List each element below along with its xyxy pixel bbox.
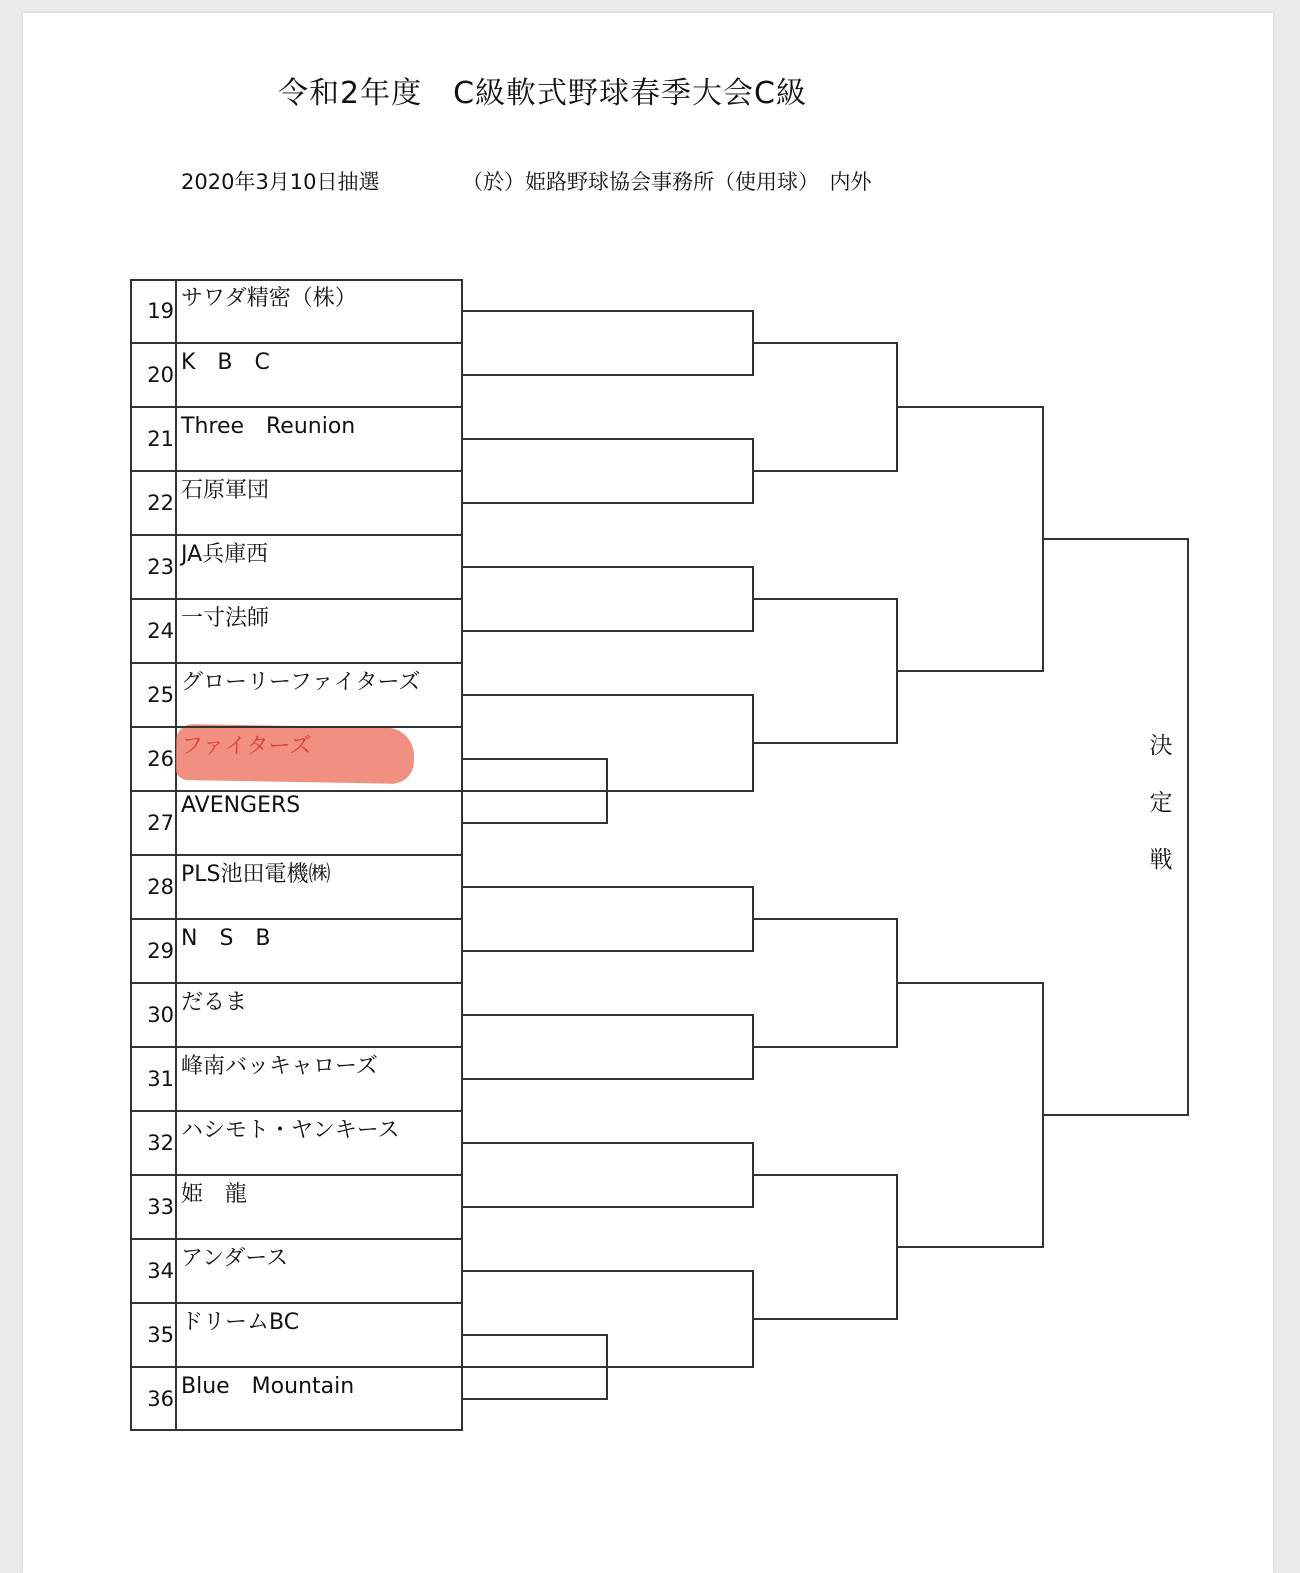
draw-date: 2020年3月10日抽選	[181, 170, 380, 194]
team-number: 22	[147, 491, 174, 515]
team-number: 30	[147, 1003, 174, 1027]
bracket-line	[463, 311, 753, 375]
bracket-line	[463, 1015, 753, 1079]
team-number: 20	[147, 363, 174, 387]
team-number: 21	[147, 427, 174, 451]
final-label-char: 戦	[1149, 847, 1173, 873]
team-name: ドリームBC	[181, 1310, 300, 1335]
team-name: Blue Mountain	[181, 1374, 355, 1399]
team-number: 27	[147, 811, 174, 835]
team-name: 峰南バッキャローズ	[181, 1054, 378, 1079]
team-number: 23	[147, 555, 174, 579]
bracket-line	[753, 1175, 897, 1319]
bracket-line	[463, 567, 753, 631]
tournament-title: 令和2年度 C級軟式野球春季大会C級	[278, 76, 807, 111]
team-name: AVENGERS	[181, 793, 301, 818]
bracket-line	[463, 439, 753, 503]
team-name: N S B	[181, 926, 271, 951]
bracket-line	[897, 983, 1043, 1247]
team-number: 28	[147, 875, 174, 899]
team-number: 31	[147, 1067, 174, 1091]
team-name: JA兵庫西	[181, 542, 269, 567]
bracket-line	[753, 919, 897, 1047]
team-number: 24	[147, 619, 174, 643]
team-number: 36	[147, 1387, 174, 1411]
team-name: グローリーファイターズ	[181, 670, 421, 695]
team-name: ハシモト・ヤンキース	[181, 1118, 400, 1143]
team-name: ファイターズ	[181, 734, 312, 759]
team-name: サワダ精密（株）	[181, 286, 357, 311]
bracket-line	[897, 407, 1043, 671]
team-name: Three Reunion	[181, 414, 356, 439]
bracket-line	[463, 887, 753, 951]
team-name: アンダース	[181, 1246, 289, 1271]
team-number: 29	[147, 939, 174, 963]
final-label-char: 定	[1149, 790, 1173, 816]
bracket-line	[753, 599, 897, 743]
team-name: だるま	[181, 990, 248, 1015]
team-number: 19	[147, 299, 174, 323]
team-name: 石原軍団	[181, 478, 270, 503]
team-name: 姫 龍	[181, 1182, 248, 1207]
final-label-char: 決	[1149, 733, 1173, 759]
team-number: 34	[147, 1259, 174, 1283]
bracket-line	[753, 343, 897, 471]
team-number: 25	[147, 683, 174, 707]
venue-info: （於）姫路野球協会事務所（使用球） 内外	[462, 170, 872, 194]
team-name: 一寸法師	[181, 606, 270, 631]
team-name: K B C	[181, 350, 270, 375]
bracket-line	[463, 1143, 753, 1207]
team-number: 32	[147, 1131, 174, 1155]
team-number: 35	[147, 1323, 174, 1347]
team-name: PLS池田電機㈱	[181, 862, 331, 887]
final-match-label	[1148, 718, 1174, 889]
team-number: 26	[147, 747, 174, 771]
team-number: 33	[147, 1195, 174, 1219]
